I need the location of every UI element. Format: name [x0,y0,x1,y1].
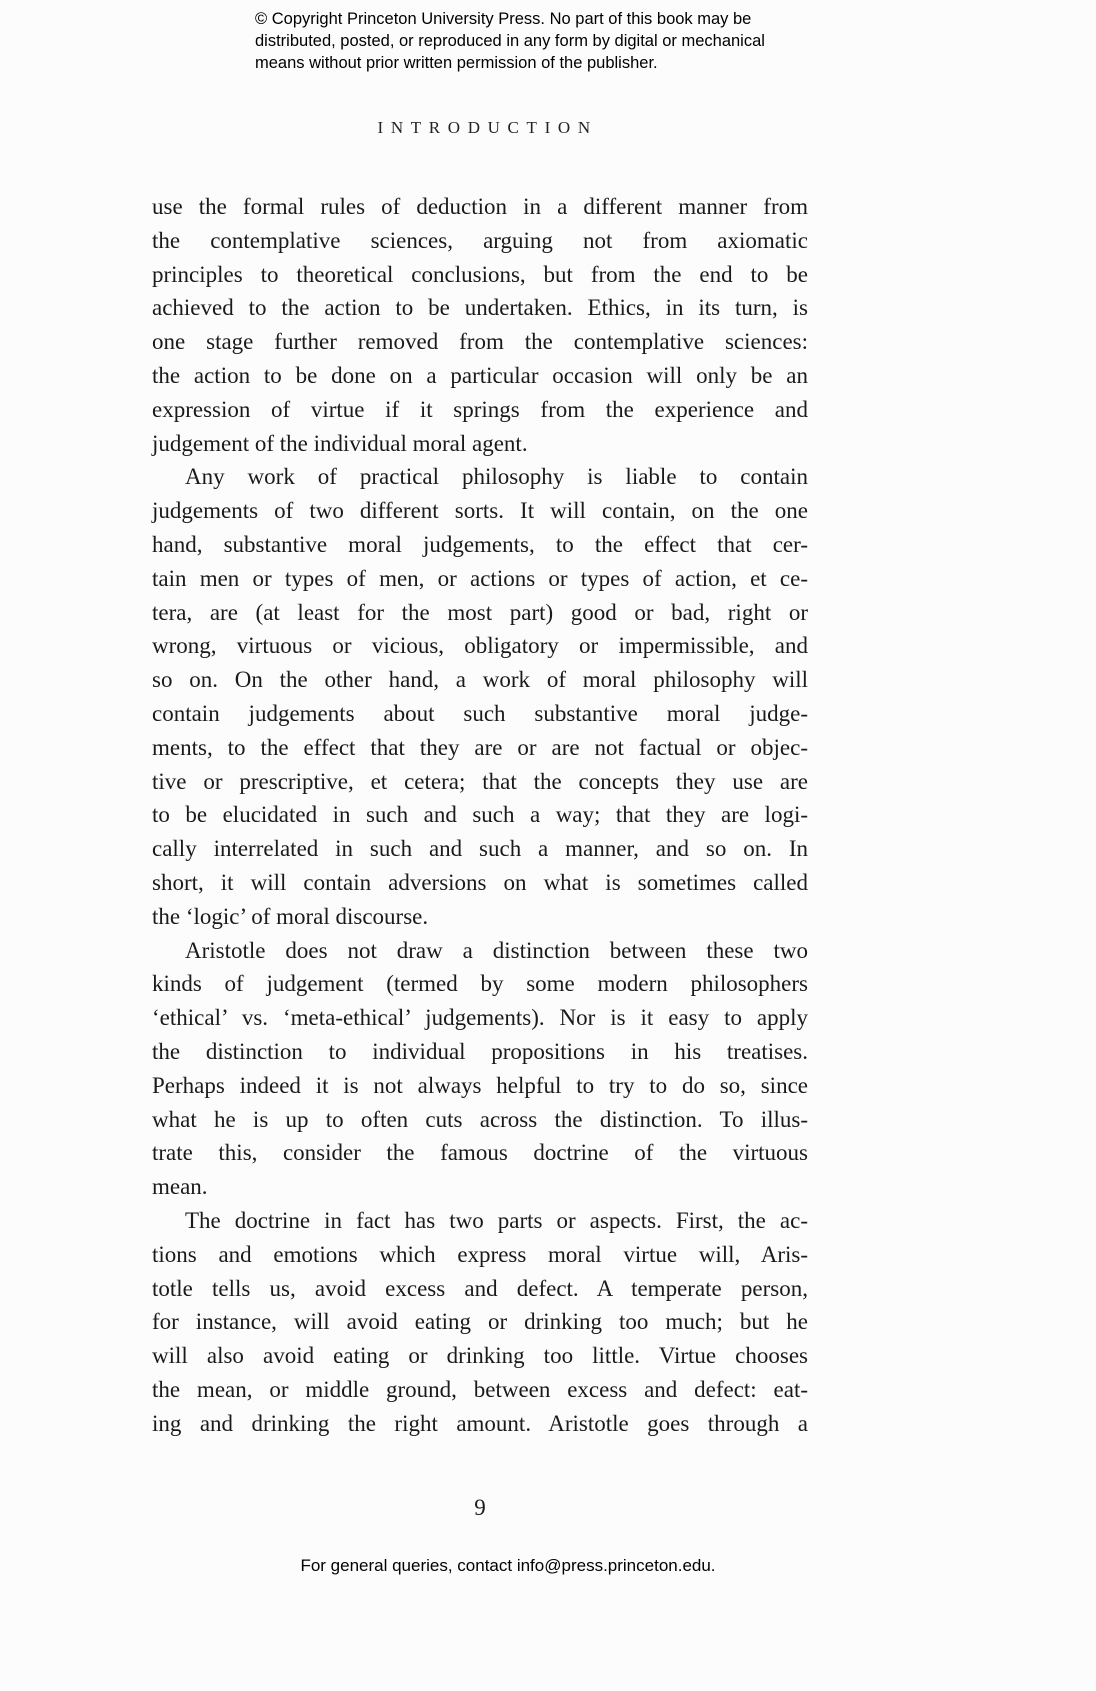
text-line: ‘ethical’ vs. ‘meta-ethical’ judgements). Nor is it easy to apply [152,1005,808,1031]
text-line: tive or prescriptive, et cetera; that the concepts they use are [152,768,808,794]
text-line: ments, to the effect that they are or are not factual or objec- [152,734,808,760]
copyright-line: means without prior written permission of the publisher. [255,54,658,72]
text-line: totle tells us, avoid excess and defect. A temperate person, [152,1275,808,1301]
text-line: Perhaps indeed it is not always helpful to try to do so, since [152,1072,808,1098]
text-line: the action to be done on a particular occasion will only be an [152,362,808,388]
text-line: kinds of judgement (termed by some modern philosophers [152,971,808,997]
text-line: tain men or types of men, or actions or types of action, et ce- [152,565,808,591]
text-line: use the formal rules of deduction in a different manner from [152,194,808,219]
text-line: to be elucidated in such and such a way; that they are logi- [152,802,808,828]
text-line: hand, substantive moral judgements, to the effect that cer- [152,531,808,557]
copyright-line: © Copyright Princeton University Press. No part of this book may be [255,10,752,28]
text-line: judgement of the individual moral agent. [152,430,528,456]
text-line: expression of virtue if it springs from the experience and [152,396,808,422]
text-line: trate this, consider the famous doctrine of the virtuous [152,1140,808,1166]
chapter-heading: INTRODUCTION [377,118,598,137]
text-line: tions and emotions which express moral virtue will, Aris- [152,1241,808,1267]
copyright-notice [255,8,765,74]
text-line: short, it will contain adversions on what is sometimes called [152,869,808,895]
text-line: the contemplative sciences, arguing not from axiomatic [152,227,808,253]
paragraph [152,460,808,933]
text-line: mean. [152,1174,208,1200]
text-line: the distinction to individual propositions in his treatises. [152,1038,808,1064]
footer-contact: For general queries, contact info@press.princeton.edu. [300,1556,716,1575]
text-line: tera, are (at least for the most part) good or bad, right or [152,599,808,625]
body-text [152,190,808,1440]
text-line: wrong, virtuous or vicious, obligatory or impermissible, and [152,633,808,659]
text-line: Aristotle does not draw a distinction between these two [185,937,808,963]
paragraph [152,1204,808,1441]
text-line: Any work of practical philosophy is liable to contain [185,464,808,490]
text-line: for instance, will avoid eating or drinking too much; but he [152,1309,808,1335]
text-line: The doctrine in fact has two parts or aspects. First, the ac- [185,1207,808,1233]
copyright-line: distributed, posted, or reproduced in any form by digital or mechanical [255,32,765,50]
text-line: cally interrelated in such and such a manner, and so on. In [152,836,808,862]
text-line: one stage further removed from the contemplative sciences: [152,329,808,355]
paragraph [152,190,808,460]
page-number: 9 [474,1495,486,1520]
text-line: so on. On the other hand, a work of moral philosophy will [152,667,808,693]
text-line: judgements of two different sorts. It will contain, on the one [152,498,808,524]
text-line: will also avoid eating or drinking too little. Virtue chooses [152,1343,808,1369]
text-line: contain judgements about such substantive moral judge- [152,700,808,726]
paragraph [152,934,808,1204]
text-line: principles to theoretical conclusions, but from the end to be [152,261,808,287]
text-line: the ‘logic’ of moral discourse. [152,903,429,929]
text-line: the mean, or middle ground, between excess and defect: eat- [152,1376,808,1402]
text-line: ing and drinking the right amount. Aristotle goes through a [152,1410,808,1436]
text-line: what he is up to often cuts across the distinction. To illus- [152,1106,808,1132]
text-line: achieved to the action to be undertaken. Ethics, in its turn, is [152,295,808,321]
